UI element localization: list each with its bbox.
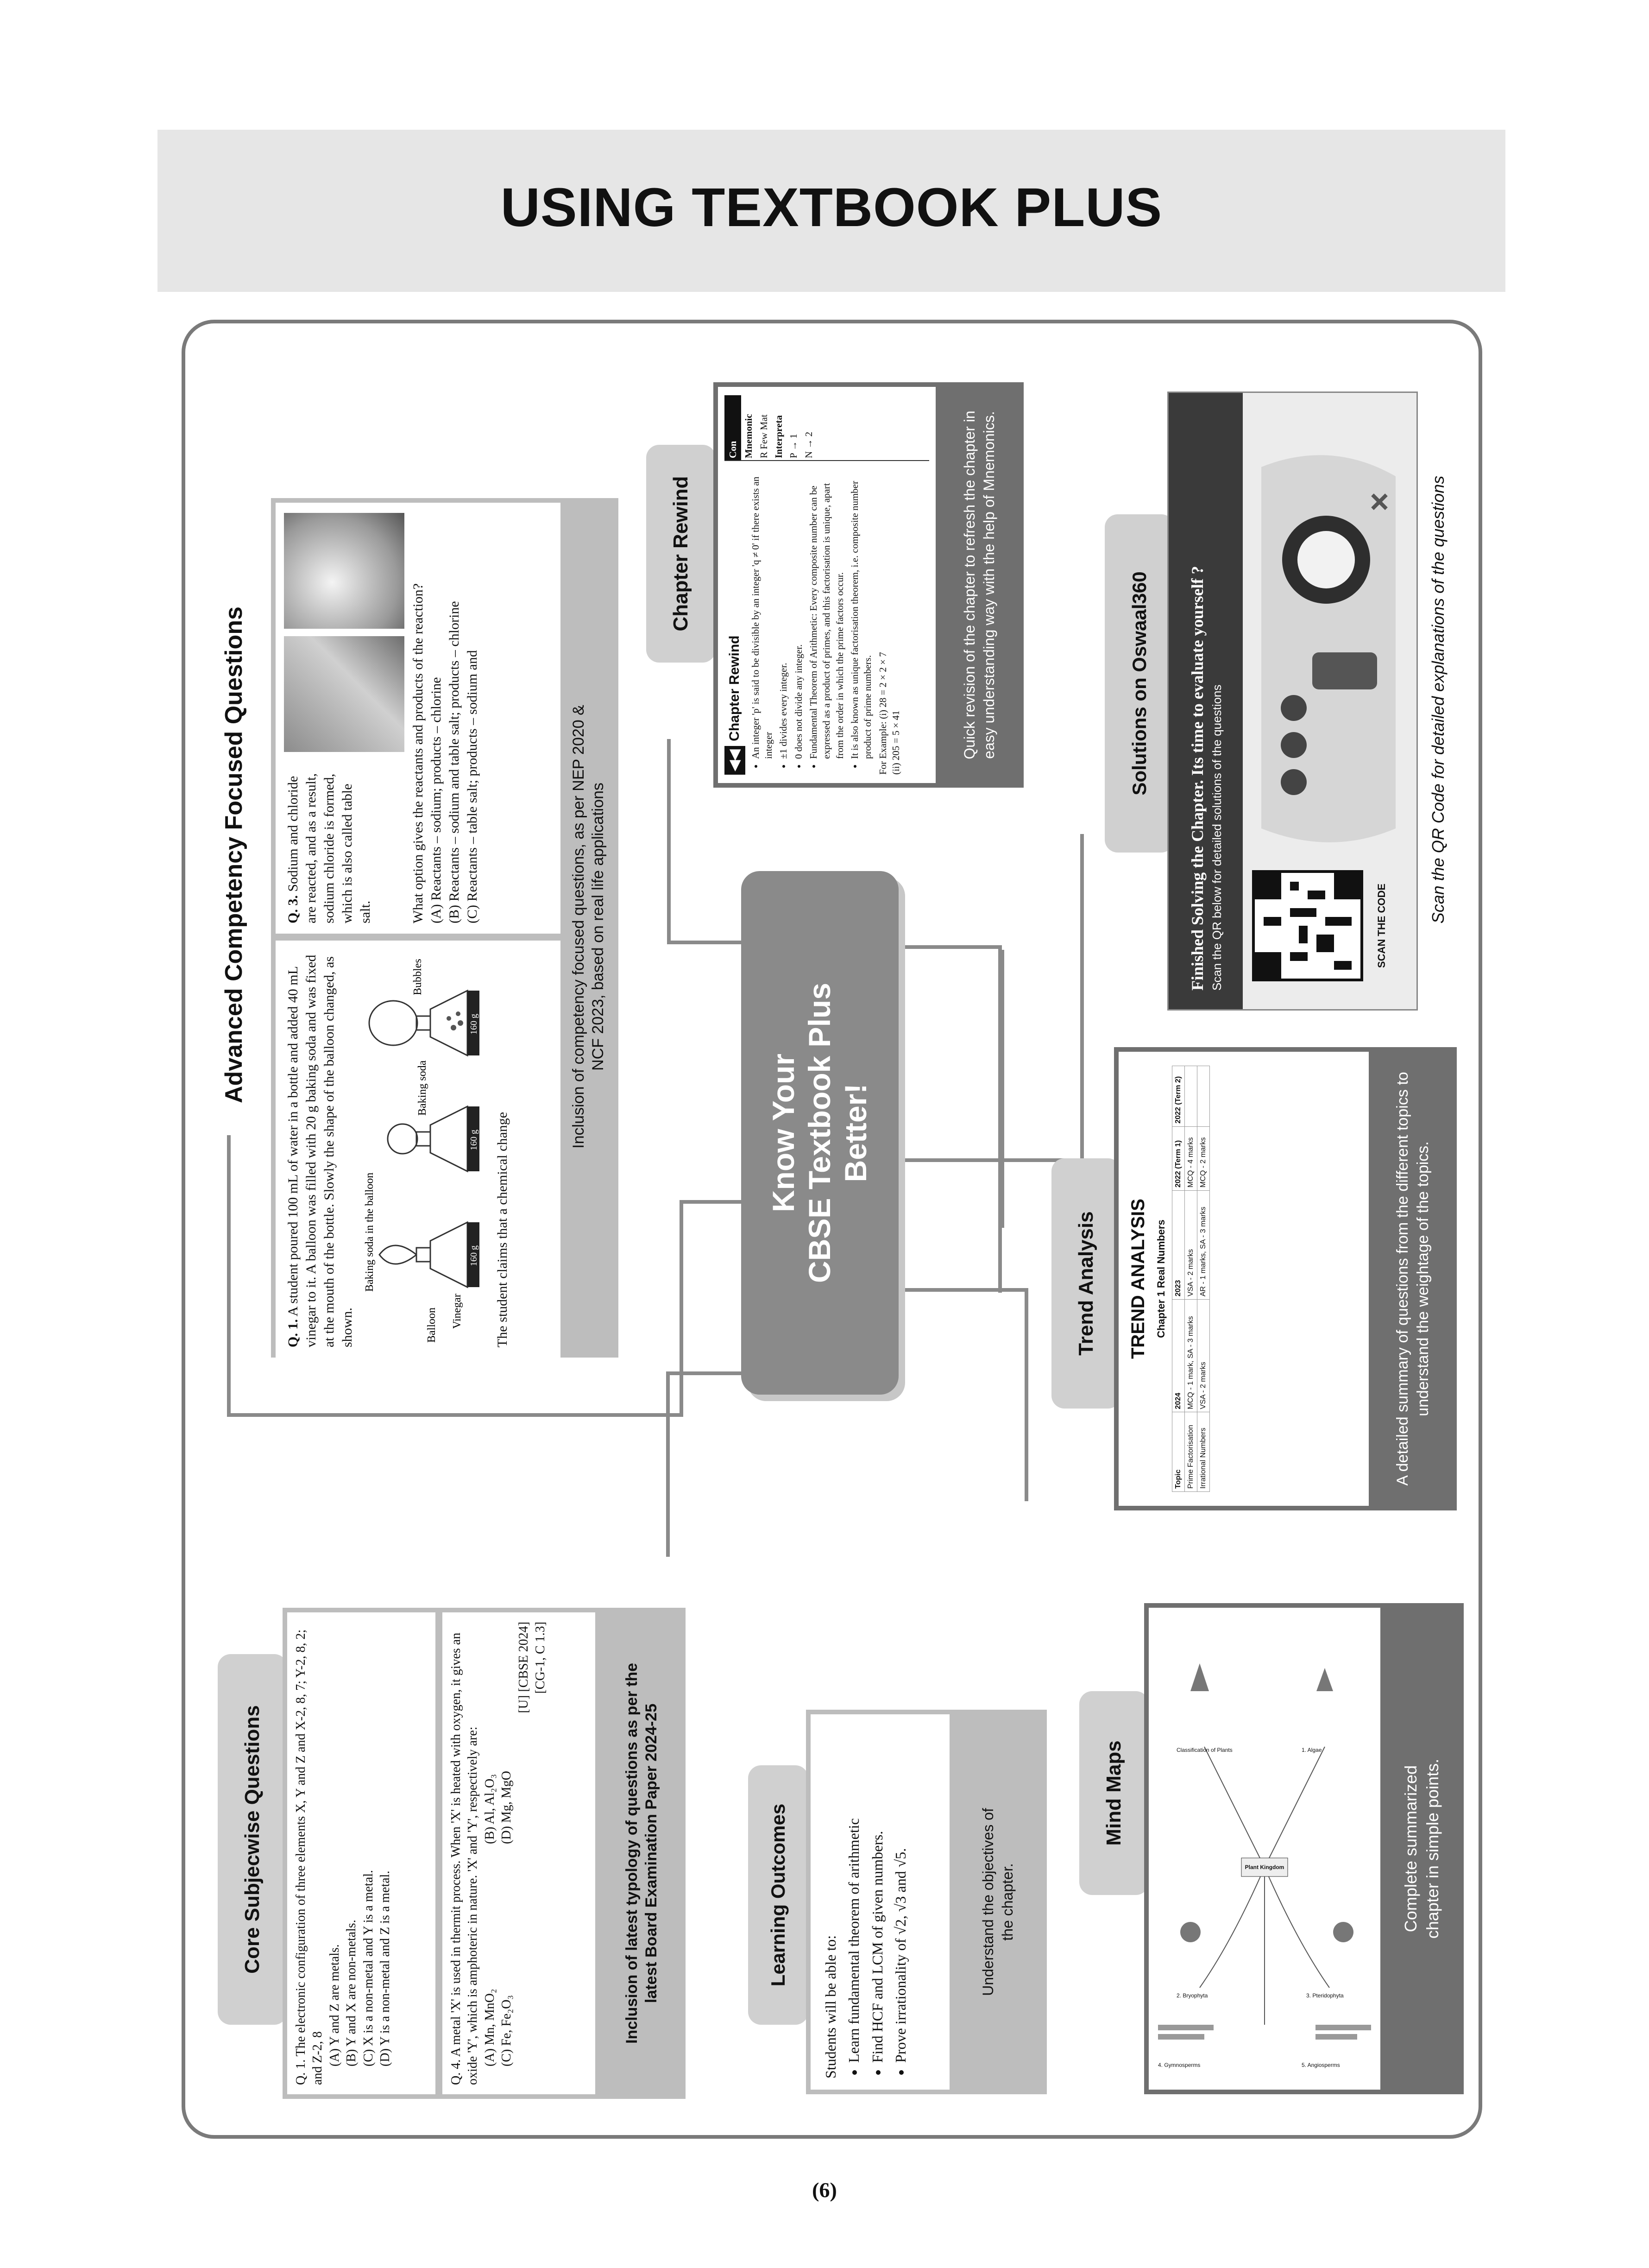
mindmap-center-node: Plant Kingdom [1245, 1864, 1284, 1870]
learning-label: Learning Outcomes [748, 1765, 808, 2025]
trend-cell: MCQ - 2 marks [1197, 1126, 1210, 1190]
core-q4-num: Q. 4. [449, 2059, 463, 2085]
mindmap-illustration [1149, 1608, 1380, 2090]
fig-label-balloon: Balloon [426, 1308, 438, 1343]
trend-header-cell: 2022 (Term 1) [1172, 1126, 1185, 1190]
trend-label: Trend Analysis [1051, 1158, 1121, 1409]
core-label: Core Subjecwise Questions [218, 1654, 287, 2025]
core-q1-option: (C) X is a non-metal and Y is a metal. [361, 1870, 376, 2066]
learning-caption: Understand the objectives of the chapter. [980, 1808, 1016, 1996]
learning-item: • Prove irrationality of √2, √3 and √5. [890, 1725, 911, 2063]
acq-label: Advanced Competency Focused Questions [220, 606, 247, 1104]
acq-q1-num: Q. 1. [285, 1319, 301, 1347]
mindmap-node: 2. Bryophyta [1177, 1992, 1208, 1999]
student-illustration [1257, 449, 1405, 856]
learning-item: • Learn fundamental theorem of arithmetic [843, 1725, 864, 2063]
core-q4-option: (A) Mn, MnO₂ [482, 1989, 497, 2066]
mindmap-node: Classification of Plants [1177, 1747, 1233, 1753]
trend-caption-box [1373, 1056, 1452, 1501]
chapter-rewind-heading: Chapter Rewind [727, 635, 742, 741]
center-line-1: Know Your [766, 1053, 801, 1213]
rewind-side-item: Mnemonic [743, 414, 755, 458]
acq-q3-option-a: (A) Reactants – sodium; products – chlorine [428, 677, 444, 923]
acq-q1-tail: The student claims that a chemical change [495, 1112, 510, 1347]
trend-cell: Prime Factorisation [1185, 1412, 1197, 1492]
page-title: USING TEXTBOOK PLUS [500, 177, 1163, 238]
core-caption: Inclusion of latest typology of questions as per the latest Board Examination Paper 2024-25 [623, 1663, 660, 2044]
mindmap-node: 1. Algae [1302, 1747, 1322, 1753]
mindmaps-label: Mind Maps [1079, 1691, 1149, 1895]
trend-cell: AR - 1 marks, SA - 3 marks [1197, 1190, 1210, 1299]
mindmap-card [1149, 1608, 1380, 2090]
trend-caption: A detailed summary of questions from the different topics to understand the weightage of the topics. [1393, 1072, 1432, 1486]
acq-panel [271, 498, 618, 1358]
table-row [1197, 1066, 1210, 1492]
mindmap-node: 5. Angiosperms [1302, 2062, 1340, 2068]
qr-code [1252, 870, 1363, 981]
trend-cell [1185, 1066, 1197, 1127]
core-q1-text: The electronic configuration of three elements X, Y and Z and X-2, 8, 7; Y-2, 8, 2; and Z-2, 8 [294, 1629, 325, 2085]
core-q4-option: (C) Fe, Fe₂O₃ [499, 1995, 514, 2066]
rewind-side-item: P → 1 [788, 434, 799, 458]
rewind-example-1: For Example: (i) 28 = 2 × 2 × 7 [877, 652, 888, 775]
mindmaps-caption-box [1385, 1608, 1459, 2090]
fig-label-baking-soda-balloon: Baking soda in the balloon [364, 1172, 376, 1292]
fig-weight-1: 160 g [469, 1245, 479, 1266]
core-q4-text: A metal 'X' is used in thermit process. When 'X' is heated with oxygen, it gives an oxide 'Y', which is amphoteric in nature. 'X' and 'Y', respectively are: [449, 1632, 480, 2085]
core-q1-option: (D) Y is a non-metal and Z is a metal. [378, 1870, 392, 2066]
acq-q1-card [276, 941, 560, 1358]
solutions-caption-box [1417, 392, 1459, 1008]
learning-caption-box [954, 1714, 1042, 2090]
core-q1-num: Q. 1. [294, 2059, 308, 2085]
trend-cell: MCQ - 4 marks [1185, 1126, 1197, 1190]
trend-cell: MCQ - 1 mark, SA - 3 marks [1185, 1300, 1197, 1412]
mindmaps-caption: Complete summarized chapter in simple points. [1401, 1758, 1442, 1939]
rewind-item: • Fundamental Theorem of Arithmetic: Every composite number can be expressed as a product of primes, and this factorisation is unique, apart from the order in which the prime factors occur. [807, 466, 846, 759]
trend-subtitle: Chapter 1 Real Numbers [1155, 1219, 1167, 1338]
rewind-side-header: Con [724, 395, 741, 460]
fig-weight-2: 160 g [469, 1130, 479, 1150]
chapter-rewind-panel [713, 382, 1024, 788]
page-number: (6) [812, 2178, 837, 2202]
chapter-rewind-label: Chapter Rewind [646, 445, 716, 663]
core-q4-option: (B) Al, Al₂O₃ [482, 1774, 497, 1844]
fig-weight-3: 160 g [469, 1014, 479, 1035]
rewind-item: • 0 does not divide any integer. [792, 466, 805, 759]
solutions-subheading: Scan the QR below for detailed solutions of the questions [1209, 684, 1224, 991]
rewind-item: • ±1 divides every integer. [777, 466, 790, 759]
core-panel [283, 1608, 686, 2099]
core-caption-box [602, 1612, 681, 2094]
scan-the-code-label-box [1368, 870, 1396, 981]
core-q4-option: (D) Mg, MgO [499, 1771, 514, 1844]
core-q1-option: (A) Y and Z are metals. [327, 1944, 342, 2066]
acq-q3-option-c: (C) Reactants – table salt; products – sodium and [465, 650, 480, 923]
learning-item: • Find HCF and LCM of given numbers. [867, 1725, 888, 2063]
salt-jar-photo [284, 513, 404, 629]
rewind-side-item: R Few Mat [758, 414, 769, 458]
trend-title: TREND ANALYSIS [1128, 1199, 1148, 1359]
rewind-item: • It is also known as unique factorisation theorem, i.e. composite number product of prime numbers. [848, 466, 875, 759]
trend-cell: Irrational Numbers [1197, 1412, 1210, 1492]
trend-header-cell: 2023 [1172, 1190, 1185, 1299]
learning-panel [806, 1710, 1047, 2094]
solutions-heading-strip [1169, 393, 1243, 1009]
acq-caption-box [563, 512, 614, 1341]
rewind-icon: ◀◀ [724, 746, 745, 775]
mindmap-node: 3. Pteridophyta [1306, 1992, 1344, 1999]
acq-q3-text: Sodium and chloride are reacted, and as a result, sodium chloride is formed, which is also called table salt. [285, 773, 373, 923]
core-q4-tag: [U] [CBSE 2024] [516, 1622, 531, 1713]
mindmap-node: 4. Gymnosperms [1158, 2062, 1201, 2068]
trend-header-cell: 2022 (Term 2) [1172, 1066, 1185, 1127]
acq-q3-num: Q. 3. [285, 895, 301, 923]
trend-table [1172, 1066, 1210, 1492]
chapter-rewind-caption: Quick revision of the chapter to refresh the chapter in easy understanding way with the help of Mnemonics. [961, 411, 997, 759]
chapter-rewind-card [718, 387, 936, 783]
trend-card [1119, 1052, 1369, 1506]
acq-q3-question: What option gives the reactants and products of the reaction? [410, 583, 426, 923]
mindmap-center-node-box [1241, 1858, 1288, 1876]
fig-label-vinegar: Vinegar [451, 1294, 463, 1329]
acq-q1-text: A student poured 100 mL of water in a bottle and added 40 mL vinegar to it. A balloon was filled with 20 g baking soda and was fixed at the mouth of the bottle. Slowly the shape of the balloon changed, as shown. [285, 954, 355, 1347]
solutions-caption: Scan the QR Code for detailed explanations of the questions [1429, 475, 1448, 924]
center-node [741, 871, 899, 1395]
core-q4-tag: [CG-1, C 1.3] [533, 1622, 548, 1694]
solutions-heading: Finished Solving the Chapter. Its time to evaluate yourself ? [1188, 566, 1207, 991]
trend-cell: VSA - 2 marks [1197, 1300, 1210, 1412]
chapter-rewind-caption-box [940, 392, 1019, 778]
rewind-side-item: Interpreta [773, 415, 785, 458]
trend-cell: VSA - 2 marks [1185, 1190, 1197, 1299]
learning-card [811, 1714, 950, 2090]
acq-q3-option-b: (B) Reactants – sodium and table salt; products – chlorine [447, 601, 462, 923]
acq-caption: Inclusion of competency focused questions, as per NEP 2020 & NCF 2023, based on real life applications [569, 705, 607, 1149]
trend-panel [1114, 1047, 1457, 1510]
salt-hand-photo [284, 636, 404, 752]
center-line-3: Better! [838, 1083, 873, 1182]
rewind-item: • An integer 'p' is said to be divisible by an integer 'q ≠ 0' if there exists an integer [749, 466, 775, 759]
core-q4-card [442, 1612, 595, 2094]
core-q1-option: (B) Y and X are non-metals. [344, 1920, 359, 2066]
scan-the-code-label: SCAN THE CODE [1376, 883, 1387, 968]
trend-header-row [1172, 1066, 1185, 1492]
trend-header-cell: Topic [1172, 1412, 1185, 1492]
fig-label-baking-soda: Baking soda [416, 1060, 428, 1116]
rewind-example-2: (ii) 205 = 5 × 41 [890, 710, 901, 775]
core-q1-card [287, 1612, 435, 2094]
trend-header-cell: 2024 [1172, 1300, 1185, 1412]
fig-label-bubbles: Bubbles [412, 959, 424, 995]
solutions-panel [1167, 392, 1418, 1011]
learning-intro: Students will be able to: [822, 1935, 839, 2078]
table-row [1185, 1066, 1197, 1492]
solutions-label: Solutions on Oswaal360 [1105, 514, 1174, 853]
rewind-side-column [724, 395, 929, 461]
rewind-side-item: N → 2 [803, 431, 814, 458]
center-line-2: CBSE Textbook Plus [802, 983, 837, 1283]
balloon-experiment-figure [361, 954, 491, 1347]
trend-cell [1197, 1066, 1210, 1127]
mindmaps-panel [1144, 1603, 1464, 2094]
acq-q3-card [276, 503, 560, 934]
